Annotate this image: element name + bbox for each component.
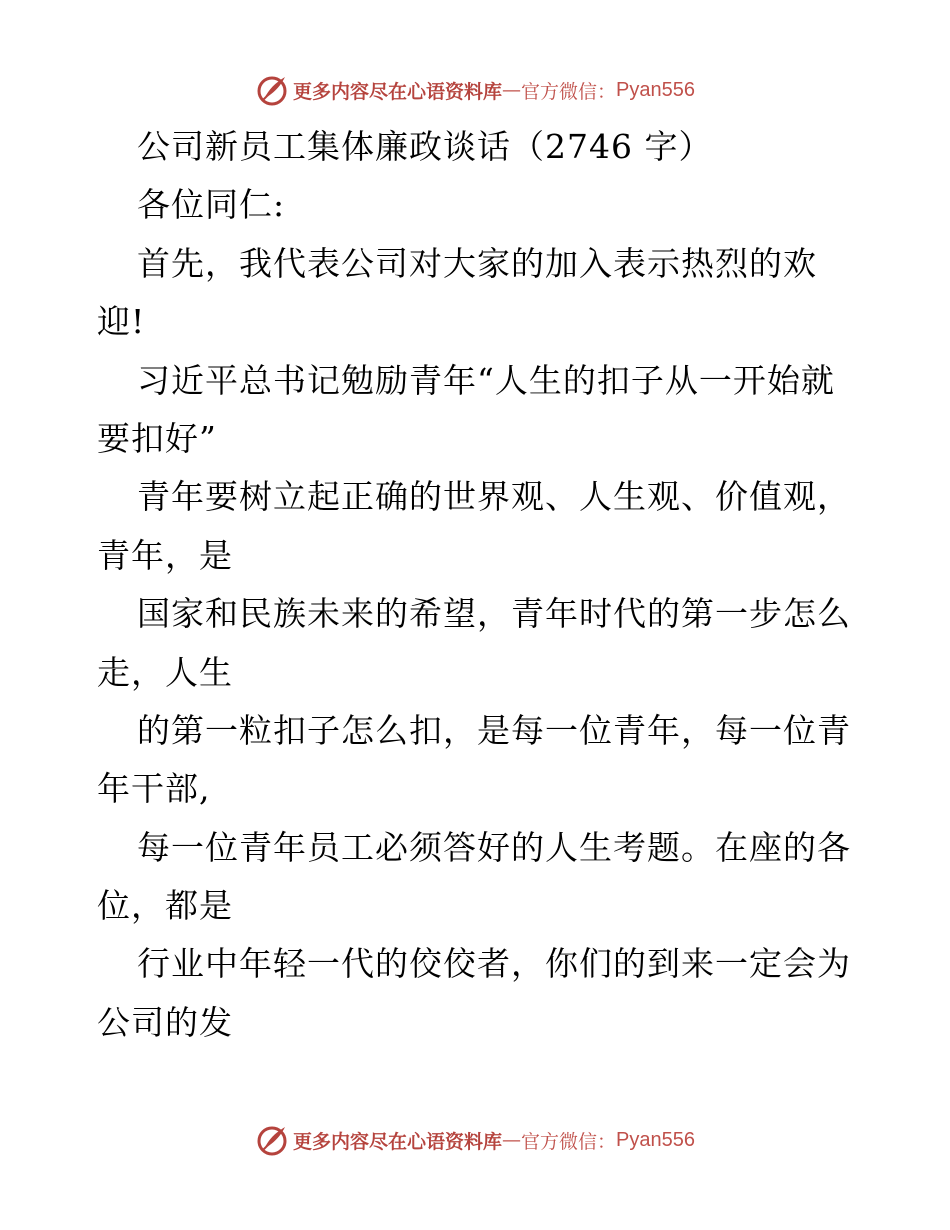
doc-line: 要扣好” bbox=[97, 418, 217, 458]
doc-line: 习近平总书记勉励青年“人生的扣子从一开始就 bbox=[137, 360, 835, 400]
footer-banner bbox=[0, 1120, 950, 1160]
doc-line: 行业中年轻一代的佼佼者，你们的到来一定会为 bbox=[137, 944, 851, 984]
doc-line: 走，人生 bbox=[97, 652, 233, 692]
footer-wechat-id: Pyan556 bbox=[616, 1128, 695, 1151]
doc-line: 迎! bbox=[97, 302, 146, 342]
doc-line: 国家和民族未来的希望，青年时代的第一步怎么 bbox=[137, 594, 851, 634]
doc-line: 青年要树立起正确的世界观、人生观、价值观， bbox=[137, 477, 851, 517]
document-body bbox=[97, 118, 857, 1052]
doc-line: 公司的发 bbox=[97, 1002, 233, 1042]
header-banner bbox=[0, 70, 950, 110]
doc-line: 青年，是 bbox=[97, 535, 233, 575]
footer-separator: — bbox=[502, 1129, 522, 1151]
doc-line: 位，都是 bbox=[97, 886, 233, 926]
doc-line: 公司新员工集体廉政谈话（2746 字） bbox=[137, 127, 713, 166]
doc-line: 首先，我代表公司对大家的加入表示热烈的欢 bbox=[137, 243, 817, 283]
footer-brand-text: 更多内容尽在心语资料库 bbox=[293, 1130, 503, 1153]
header-wechat-id: Pyan556 bbox=[616, 78, 695, 101]
feather-quill-logo-icon bbox=[255, 73, 289, 107]
header-brand-text: 更多内容尽在心语资料库 bbox=[293, 80, 503, 103]
header-wechat-label: 官方微信： bbox=[521, 80, 617, 103]
feather-quill-logo-icon bbox=[255, 1123, 289, 1157]
doc-line: 的第一粒扣子怎么扣，是每一位青年，每一位青 bbox=[137, 710, 851, 750]
doc-line: 各位同仁: bbox=[137, 185, 286, 225]
doc-line: 每一位青年员工必须答好的人生考题。在座的各 bbox=[137, 827, 851, 867]
header-separator: — bbox=[502, 79, 522, 101]
doc-line: 年干部, bbox=[97, 769, 211, 809]
footer-wechat-label: 官方微信： bbox=[521, 1130, 617, 1153]
